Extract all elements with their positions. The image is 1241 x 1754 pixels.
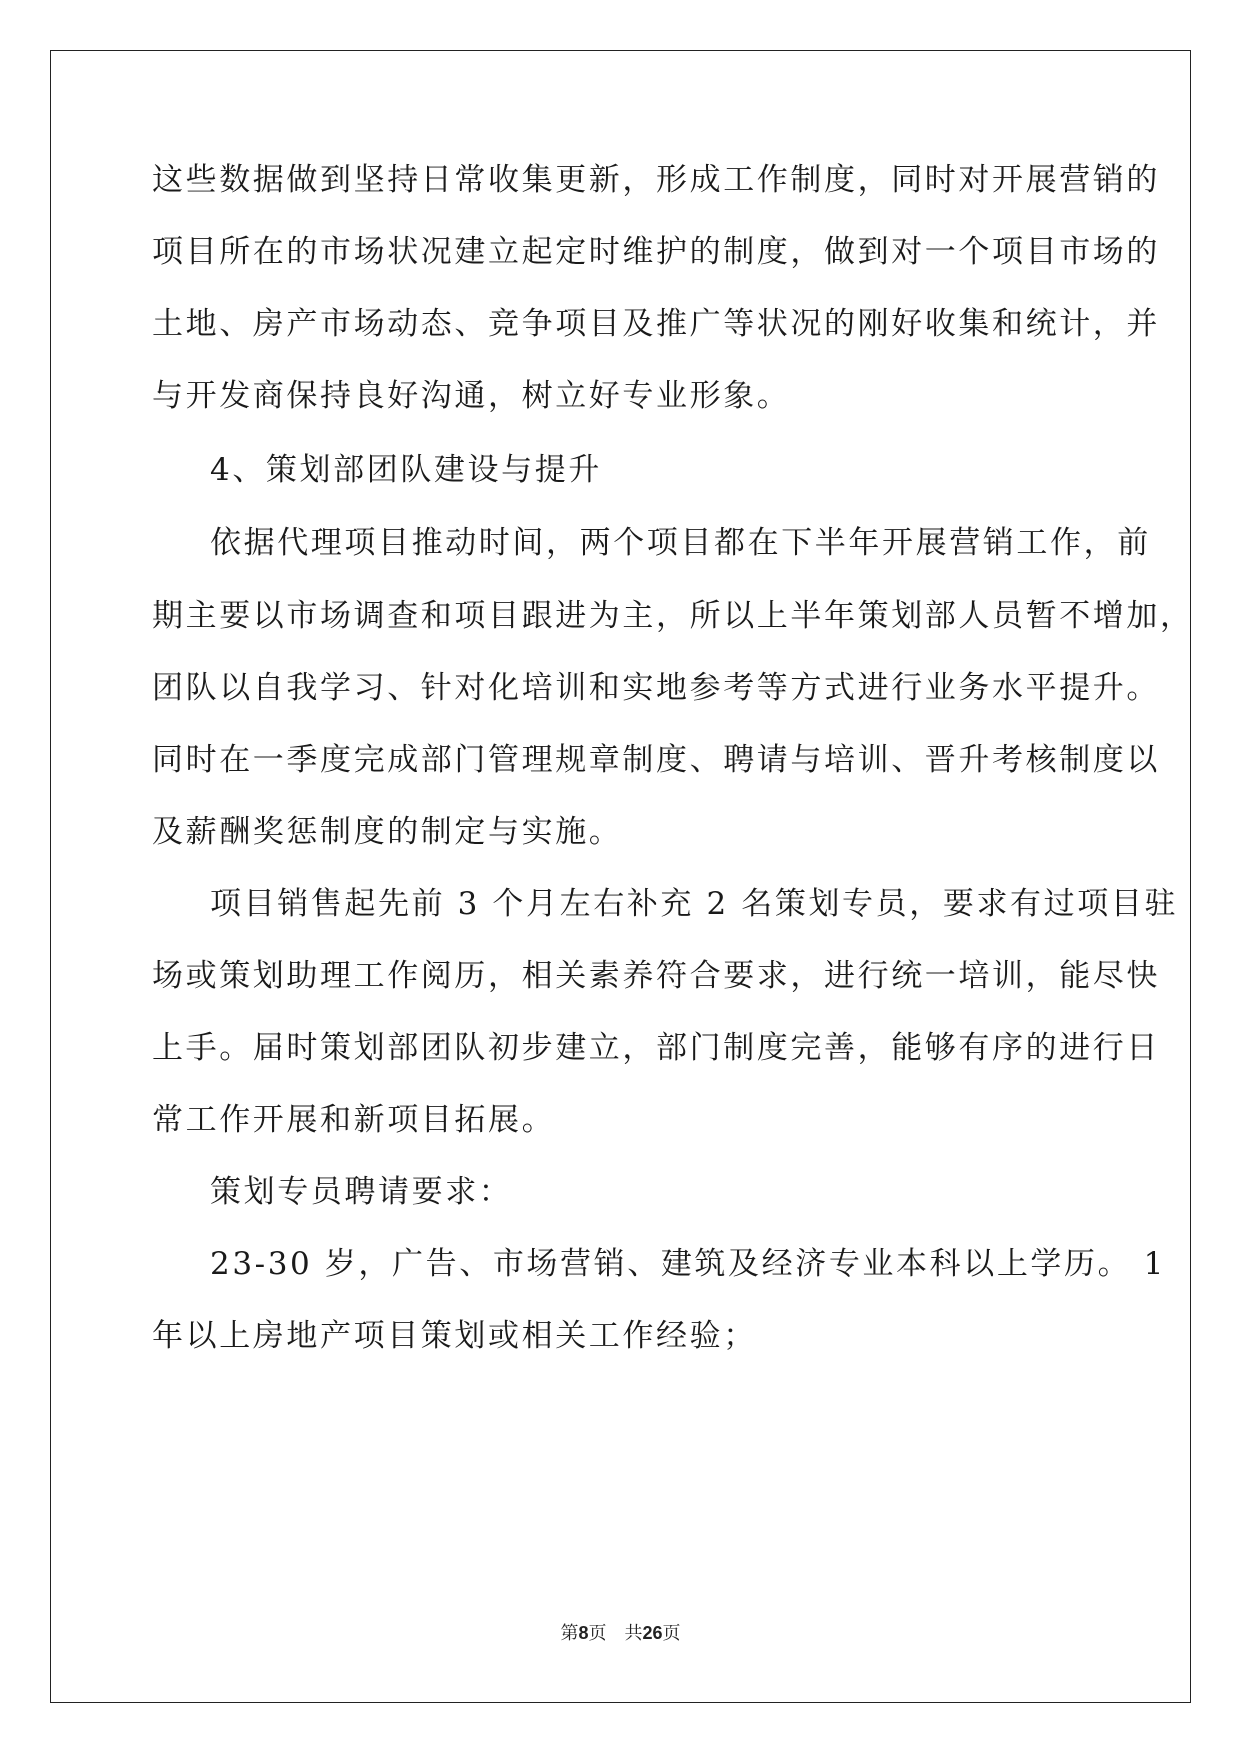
paragraph-first-line: 项目销售起先前 3 个月左右补充 2 名策划专员，要求有过项目驻: [210, 886, 1179, 922]
body-line: 土地、房产市场动态、竞争项目及推广等状况的刚好收集和统计，并: [152, 306, 1160, 342]
footer-middle: 页 共: [588, 1623, 643, 1644]
section-heading: 4、策划部团队建设与提升: [210, 452, 602, 488]
footer-suffix: 页: [662, 1623, 681, 1644]
body-line: 这些数据做到坚持日常收集更新，形成工作制度，同时对开展营销的: [152, 162, 1160, 198]
body-line: 上手。届时策划部团队初步建立，部门制度完善，能够有序的进行日: [152, 1030, 1160, 1066]
body-line: 常工作开展和新项目拓展。: [152, 1102, 556, 1138]
body-line: 团队以自我学习、针对化培训和实地参考等方式进行业务水平提升。: [152, 670, 1160, 706]
paragraph-first-line: 依据代理项目推动时间，两个项目都在下半年开展营销工作，前: [210, 525, 1151, 561]
page-border: [50, 50, 1191, 1703]
body-line: 及薪酬奖惩制度的制定与实施。: [152, 814, 623, 850]
body-line: 同时在一季度完成部门管理规章制度、聘请与培训、晋升考核制度以: [152, 742, 1160, 778]
body-line: 期主要以市场调查和项目跟进为主，所以上半年策划部人员暂不增加，: [152, 598, 1194, 634]
body-line: 项目所在的市场状况建立起定时维护的制度，做到对一个项目市场的: [152, 234, 1160, 270]
paragraph-first-line: 策划专员聘请要求：: [210, 1174, 513, 1210]
body-line: 与开发商保持良好沟通，树立好专业形象。: [152, 378, 791, 414]
body-line: 年以上房地产项目策划或相关工作经验；: [152, 1318, 757, 1354]
body-line: 场或策划助理工作阅历，相关素养符合要求，进行统一培训，能尽快: [152, 958, 1160, 994]
footer-prefix: 第: [560, 1623, 579, 1644]
current-page-number: 8: [578, 1623, 589, 1643]
total-pages-number: 26: [642, 1623, 663, 1643]
page-footer: [0, 1621, 1241, 1646]
paragraph-first-line: 23-30 岁，广告、市场营销、建筑及经济专业本科以上学历。 1: [210, 1246, 1166, 1282]
